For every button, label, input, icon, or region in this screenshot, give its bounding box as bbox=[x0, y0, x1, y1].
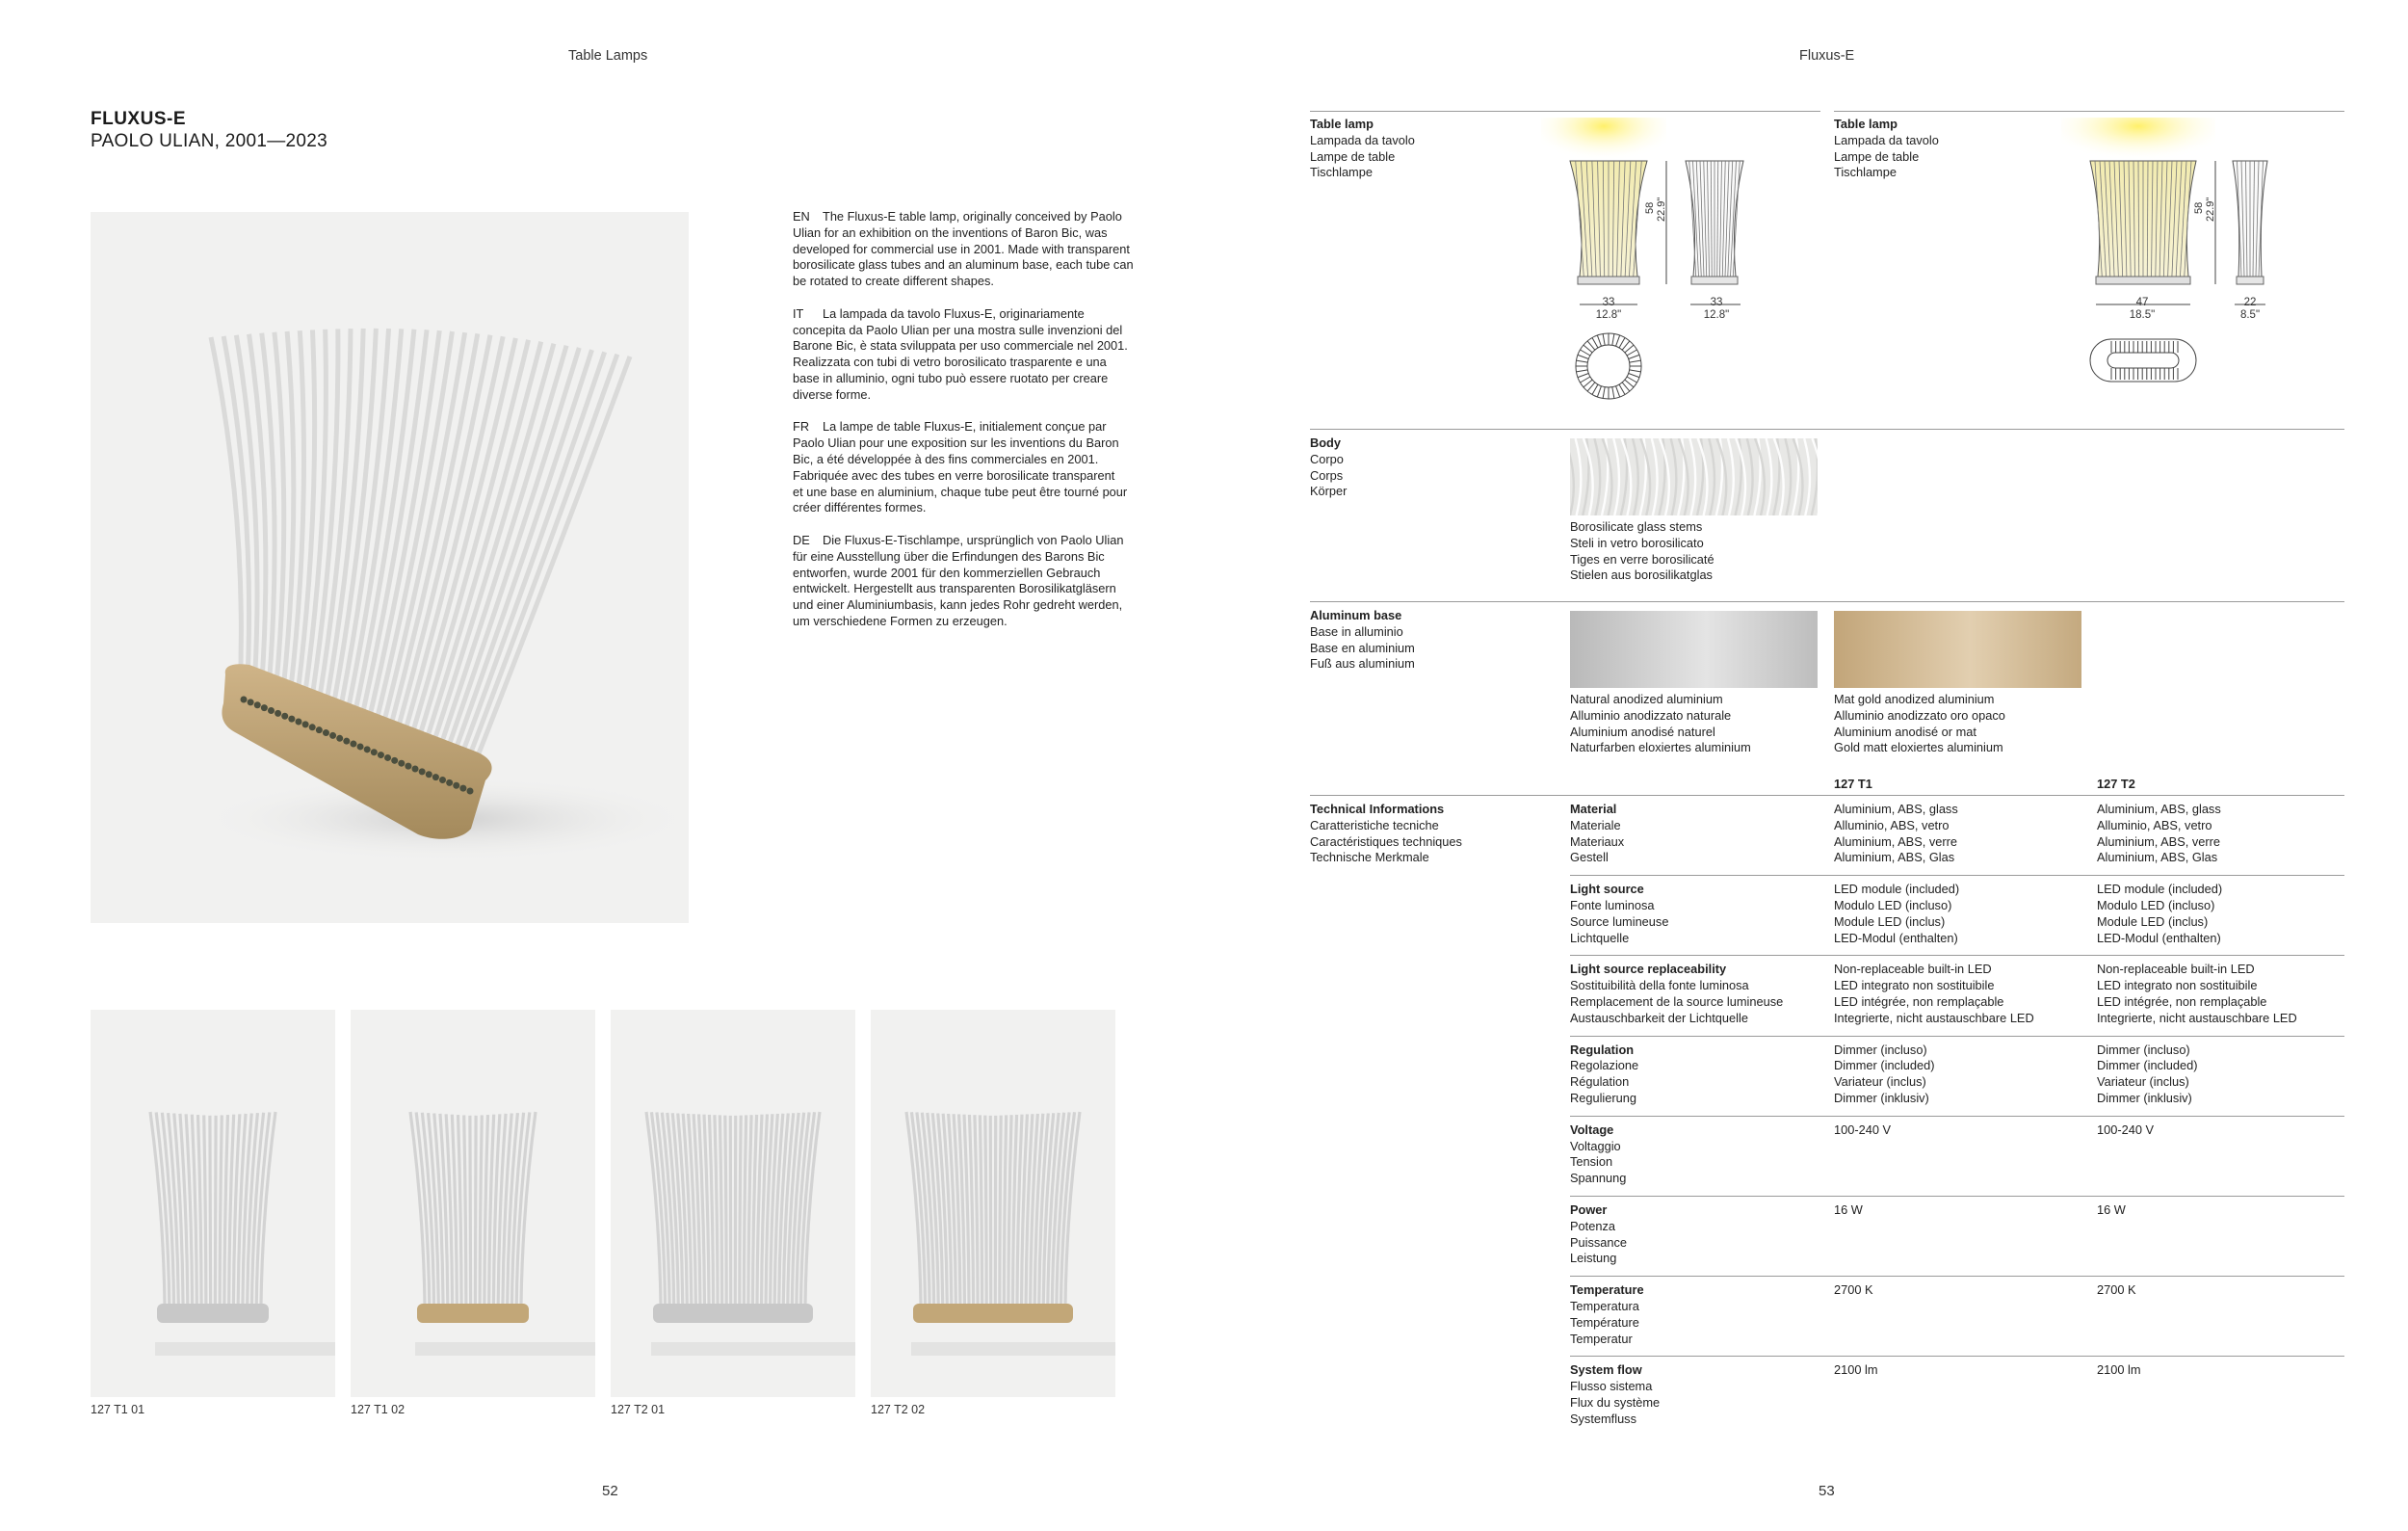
lamp-illustration bbox=[91, 212, 689, 923]
height-dim-inch: 22.9" bbox=[2205, 197, 2216, 222]
width-dim-t2-b: 22 8.5" bbox=[2239, 297, 2261, 321]
width-dim-t1-b: 33 12.8" bbox=[1703, 297, 1730, 321]
spec-value: Aluminium, ABS, glass Alluminio, ABS, vetro Aluminium, ABS, verre Aluminium, ABS, Glas bbox=[2097, 802, 2221, 865]
variant-code: 127 T2 01 bbox=[611, 1403, 666, 1416]
natural-aluminium-caption: Natural anodized aluminium Alluminio anodizzato naturale Aluminium anodisé naturel Naturfarben eloxiertes aluminium bbox=[1570, 692, 1751, 755]
spec-value: Non-replaceable built-in LED LED integrato non sostituibile LED intégrée, non remplaçable Integrierte, nicht austauschbare LED bbox=[2097, 962, 2297, 1025]
height-dim-value: 58 bbox=[1644, 201, 1656, 214]
spec-value: 2700 K bbox=[1834, 1282, 1873, 1298]
gold-aluminium-caption: Mat gold anodized aluminium Alluminio anodizzato oro opaco Aluminium anodisé or mat Gold matt eloxiertes aluminium bbox=[1834, 692, 2005, 755]
spec-value: 2100 lm bbox=[2097, 1362, 2141, 1378]
spec-value: LED module (included) Modulo LED (incluso) Module LED (inclus) LED-Modul (enthalten) bbox=[2097, 882, 2223, 945]
page-number-right: 53 bbox=[1819, 1483, 1835, 1499]
description-fr: FR La lampe de table Fluxus-E, initialement conçue par Paolo Ulian pour une exposition sur les inventions du Baron Bic, a été développée à des fins commerciales en 2001. Fabriquée avec des tubes en verre borosilicate transparent et une base en aluminium, chaque tube peut être tourné pour créer différentes formes. bbox=[793, 419, 1128, 515]
lamp-drawing-t1 bbox=[1541, 118, 1820, 407]
body-label: Body Corpo Corps Körper bbox=[1310, 436, 1348, 499]
glass-swatch-caption: Borosilicate glass stems Steli in vetro borosilicato Tiges en verre borosilicaté Stielen aus borosilikatglas bbox=[1570, 519, 1714, 583]
spec-value: 100-240 V bbox=[1834, 1122, 1892, 1137]
product-title: FLUXUS-E bbox=[91, 109, 186, 129]
row-divider bbox=[1570, 955, 2344, 956]
page-number-left: 52 bbox=[602, 1483, 618, 1499]
variant-code: 127 T1 01 bbox=[91, 1403, 145, 1416]
natural-aluminium-swatch bbox=[1570, 611, 1818, 688]
running-head-left: Table Lamps bbox=[568, 48, 648, 64]
gold-aluminium-swatch bbox=[1834, 611, 2081, 688]
spec-value: 16 W bbox=[1834, 1202, 1863, 1217]
variant-photo bbox=[91, 1010, 335, 1397]
height-dim-value: 58 bbox=[2193, 201, 2205, 214]
glass-swatch bbox=[1570, 438, 1818, 515]
row-divider bbox=[1570, 1196, 2344, 1197]
column-header-t1: 127 T1 bbox=[1834, 777, 1872, 791]
hero-photo bbox=[91, 212, 689, 923]
spec-label: System flow Flusso sistema Flux du système Systemfluss bbox=[1570, 1362, 1661, 1426]
spec-value: LED module (included) Modulo LED (incluso) Module LED (inclus) LED-Modul (enthalten) bbox=[1834, 882, 1960, 945]
row-divider bbox=[1570, 875, 2344, 876]
description-de: DE Die Fluxus-E-Tischlampe, ursprünglich von Paolo Ulian für eine Ausstellung über die Erfindungen des Barons Bic entworfen, wurde 2001 für den kommerziellen Gebrauch entwickelt. Hergestellt aus transparenten Borosilikatgläsern und einer Aluminiumbasis, kann jedes Rohr gedreht werden, um verschiedene Formen zu erzeugen. bbox=[793, 532, 1124, 628]
spec-label: Power Potenza Puissance Leistung bbox=[1570, 1202, 1628, 1266]
spec-label: Light source replaceability Sostituibilità della fonte luminosa Remplacement de la source lumineuse Austauschbarkeit der Lichtquelle bbox=[1570, 962, 1784, 1025]
product-label-2: Table lamp Lampada da tavolo Lampe de table Tischlampe bbox=[1834, 117, 1939, 180]
divider bbox=[1310, 429, 2344, 430]
spec-label: Voltage Voltaggio Tension Spannung bbox=[1570, 1122, 1627, 1186]
variant-code: 127 T1 02 bbox=[351, 1403, 406, 1416]
variant-photo bbox=[611, 1010, 855, 1397]
spec-value: Aluminium, ABS, glass Alluminio, ABS, vetro Aluminium, ABS, verre Aluminium, ABS, Glas bbox=[1834, 802, 1958, 865]
variant-photo bbox=[871, 1010, 1115, 1397]
aluminum-base-label: Aluminum base Base in alluminio Base en aluminium Fuß aus aluminium bbox=[1310, 608, 1415, 672]
divider bbox=[1310, 795, 2344, 796]
divider bbox=[1310, 111, 1820, 112]
row-divider bbox=[1570, 1036, 2344, 1037]
width-dim-t2-a: 47 18.5" bbox=[2129, 297, 2156, 321]
column-header-t2: 127 T2 bbox=[2097, 777, 2135, 791]
spec-label: Regulation Regolazione Régulation Regulierung bbox=[1570, 1042, 1639, 1105]
spec-value: 2700 K bbox=[2097, 1282, 2136, 1298]
designer-subtitle: PAOLO ULIAN, 2001—2023 bbox=[91, 131, 327, 151]
height-dim-inch: 22.9" bbox=[1656, 197, 1667, 222]
running-head-right: Fluxus-E bbox=[1799, 48, 1855, 64]
divider bbox=[1834, 111, 2344, 112]
description-it: IT La lampada da tavolo Fluxus-E, originariamente concepita da Paolo Ulian per una mostra sulle invenzioni del Barone Bic, è stata sviluppata per uso commerciale nel 2001. Realizzata con tubi di vetro borosilicato trasparente e una base in alluminio, ogni tubo può essere ruotato per creare diverse forme. bbox=[793, 305, 1128, 402]
spec-value: Dimmer (incluso) Dimmer (included) Variateur (inclus) Dimmer (inklusiv) bbox=[2097, 1042, 2198, 1105]
row-divider bbox=[1570, 1116, 2344, 1117]
variant-photo bbox=[351, 1010, 595, 1397]
product-label-1: Table lamp Lampada da tavolo Lampe de table Tischlampe bbox=[1310, 117, 1415, 180]
spec-label: Light source Fonte luminosa Source lumineuse Lichtquelle bbox=[1570, 882, 1669, 945]
divider bbox=[1310, 601, 2344, 602]
width-dim-t1-a: 33 12.8" bbox=[1595, 297, 1622, 321]
spec-label: Temperature Temperatura Température Temperatur bbox=[1570, 1282, 1644, 1346]
spec-value: Non-replaceable built-in LED LED integrato non sostituibile LED intégrée, non remplaçable Integrierte, nicht austauschbare LED bbox=[1834, 962, 2034, 1025]
row-divider bbox=[1570, 1276, 2344, 1277]
spec-value: 16 W bbox=[2097, 1202, 2126, 1217]
description-block bbox=[793, 209, 1139, 647]
spec-value: 100-240 V bbox=[2097, 1122, 2155, 1137]
spec-label: Material Materiale Materiaux Gestell bbox=[1570, 802, 1625, 865]
spec-value: Dimmer (incluso) Dimmer (included) Variateur (inclus) Dimmer (inklusiv) bbox=[1834, 1042, 1935, 1105]
description-en: EN The Fluxus-E table lamp, originally conceived by Paolo Ulian for an exhibition on the inventions of Baron Bic, was developed for commercial use in 2001. Made with transparent borosilicate glass tubes and an aluminum base, each tube can be rotated to create different shapes. bbox=[793, 209, 1134, 289]
variant-code: 127 T2 02 bbox=[871, 1403, 926, 1416]
row-divider bbox=[1570, 1356, 2344, 1357]
lamp-drawing-t2 bbox=[2061, 118, 2350, 407]
spec-value: 2100 lm bbox=[1834, 1362, 1878, 1378]
technical-label: Technical Informations Caratteristiche tecniche Caractéristiques techniques Technische Merkmale bbox=[1310, 802, 1462, 865]
